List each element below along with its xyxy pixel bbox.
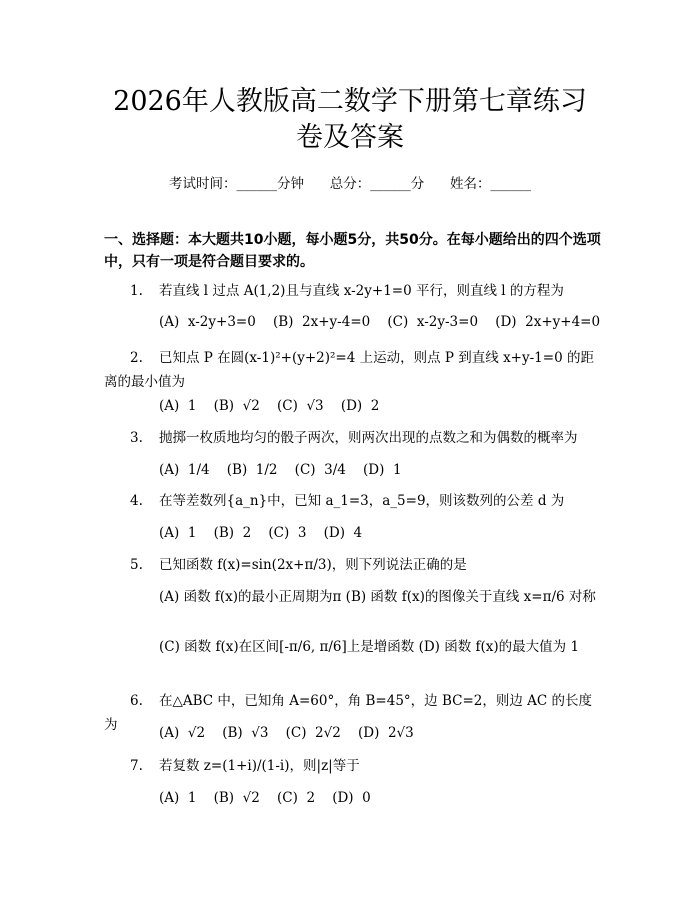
question-number: 4. <box>130 493 143 509</box>
question-stem: 在△ABC 中，已知角 A=60°，角 B=45°，边 BC=2，则边 AC 的长度为 <box>104 693 593 733</box>
question-stem: 若复数 z=(1+i)/(1-i)，则|z|等于 <box>159 758 360 774</box>
student-name-label: 姓名：______ <box>450 176 531 192</box>
total-score-label: 总分：______分 <box>329 176 425 192</box>
question-number: 3. <box>130 430 143 446</box>
question-stem: 已知函数 f(x)=sin(2x+π/3)，则下列说法正确的是 <box>159 557 467 573</box>
question-2 <box>104 346 600 394</box>
question-5-options-cd: (C) 函数 f(x)在区间[-π/6, π/6]上是增函数 (D) 函数 f(x)的最大值为 1 <box>159 639 580 655</box>
question-stem: 在等差数列{a_n}中，已知 a_1=3，a_5=9，则该数列的公差 d 为 <box>159 493 565 509</box>
question-3 <box>104 426 600 450</box>
question-2-options: (A) 1 (B) √2 (C) √3 (D) 2 <box>159 398 380 414</box>
question-1 <box>104 279 600 303</box>
question-number: 5. <box>130 557 143 573</box>
exam-meta <box>0 172 700 192</box>
question-stem: 已知点 P 在圆(x-1)²+(y+2)²=4 上运动，则点 P 到直线 x+y-1=0 的距离的最小值为 <box>104 350 594 390</box>
document-title: 2026年人教版高二数学下册第七章练习卷及答案 <box>113 86 587 153</box>
question-3-options: (A) 1/4 (B) 1/2 (C) 3/4 (D) 1 <box>159 462 402 478</box>
question-7 <box>104 754 600 778</box>
question-1-options: (A) x-2y+3=0 (B) 2x+y-4=0 (C) x-2y-3=0 (D) 2x+y+4=0 <box>159 314 601 330</box>
question-5 <box>104 553 600 577</box>
section-heading: 一、选择题：本大题共10小题，每小题5分，共50分。在每小题给出的四个选项中，只有一项是符合题目要求的。 <box>104 232 601 270</box>
question-number: 2. <box>130 350 143 366</box>
question-6-options: (A) √2 (B) √3 (C) 2√2 (D) 2√3 <box>159 725 414 741</box>
question-5-options-ab: (A) 函数 f(x)的最小正周期为π (B) 函数 f(x)的图像关于直线 x=π/6 对称 <box>159 589 596 605</box>
question-number: 6. <box>130 693 143 709</box>
question-stem: 抛掷一枚质地均匀的骰子两次，则两次出现的点数之和为偶数的概率为 <box>159 430 578 446</box>
question-number: 7. <box>130 758 143 774</box>
question-7-options: (A) 1 (B) √2 (C) 2 (D) 0 <box>159 790 371 806</box>
question-stem: 若直线 l 过点 A(1,2)且与直线 x-2y+1=0 平行，则直线 l 的方程为 <box>159 283 564 299</box>
question-4-options: (A) 1 (B) 2 (C) 3 (D) 4 <box>159 525 363 541</box>
question-4 <box>104 489 600 513</box>
exam-time-label: 考试时间：______分钟 <box>169 176 304 192</box>
question-number: 1. <box>130 283 143 299</box>
